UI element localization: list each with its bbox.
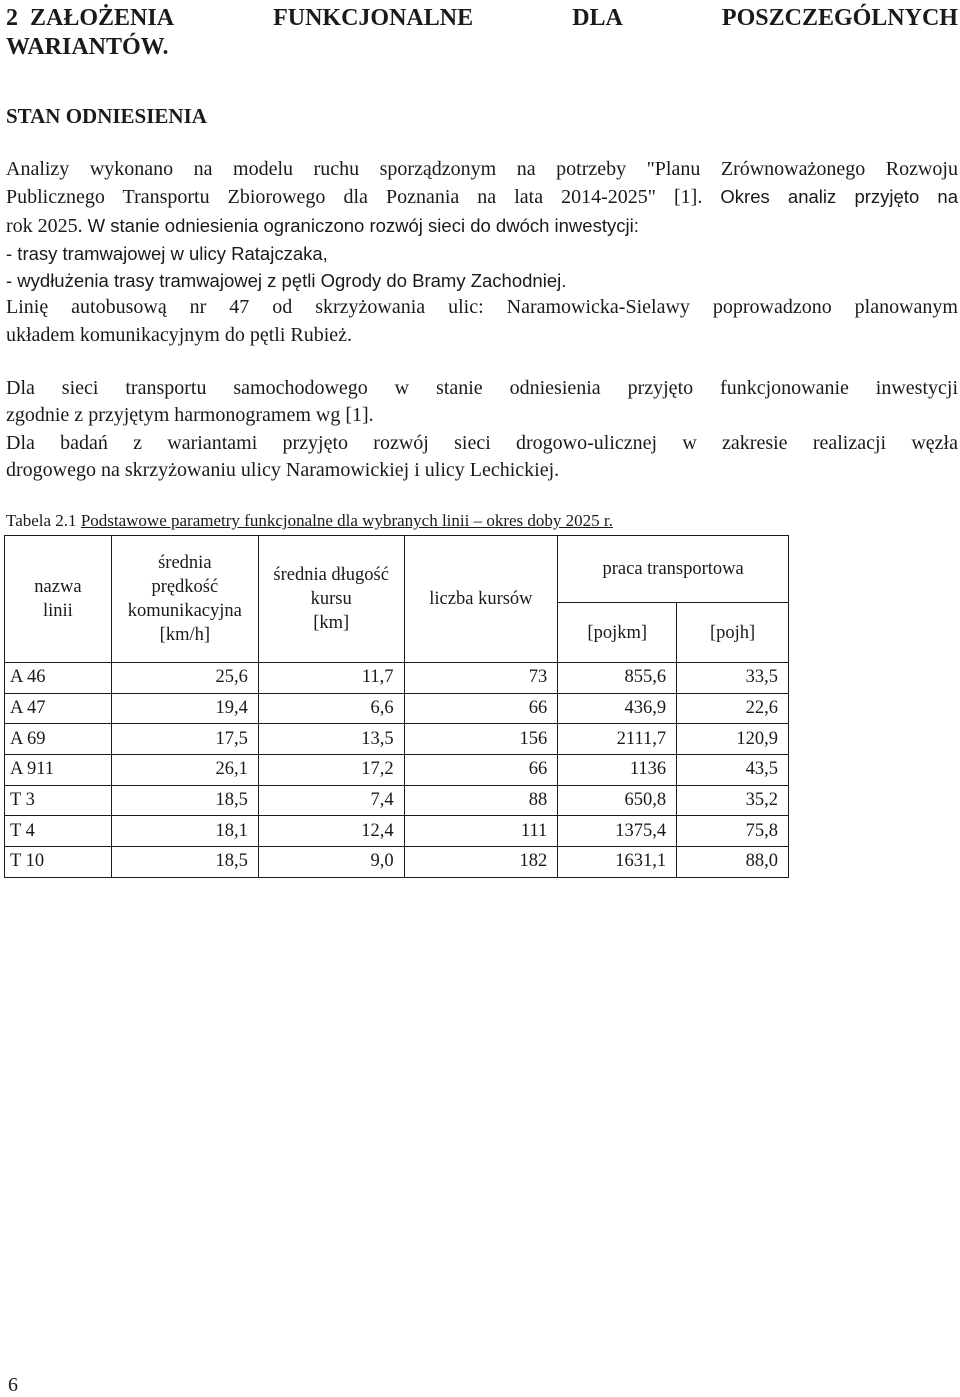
cell-trip-count: 182 [404, 847, 558, 878]
cell-line-name: A 911 [5, 755, 112, 786]
cell-avg-speed: 18,5 [111, 847, 258, 878]
table-body [5, 663, 789, 878]
header-work-vehicle-h: [pojh] [677, 603, 789, 663]
cell-trip-length: 7,4 [258, 785, 404, 816]
text-line: Dla sieci transportu samochodowego w stanie odniesienia przyjęto funkcjonowanie inwestycji [6, 377, 958, 399]
heading-first-word: 2 ZAŁOŻENIA [6, 5, 175, 31]
text-line: Linię autobusową nr 47 od skrzyżowania ulic: Naramowicka-Sielawy poprowadzono planowanym [6, 296, 958, 319]
heading-word: POSZCZEGÓLNYCH [721, 5, 958, 31]
cell-work-vehicle-h: 75,8 [677, 816, 789, 847]
cell-trip-length: 17,2 [258, 755, 404, 786]
line-parameters-table [4, 535, 789, 878]
cell-work-vehicle-km: 1375,4 [558, 816, 677, 847]
table-row [5, 785, 789, 816]
cell-trip-length: 11,7 [258, 663, 404, 694]
heading-word: FUNKCJONALNE [273, 5, 474, 31]
cell-line-name: A 46 [5, 663, 112, 694]
text-line: Analizy wykonano na modelu ruchu sporządzonym na potrzeby "Planu Zrównoważonego Rozwoju [6, 158, 958, 180]
cell-trip-count: 73 [404, 663, 558, 694]
header-line-name: nazwa linii [5, 536, 112, 663]
cell-trip-length: 12,4 [258, 816, 404, 847]
cell-work-vehicle-h: 120,9 [677, 724, 789, 755]
text-line: rok 2025. W stanie odniesienia ograniczono rozwój sieci do dwóch inwestycji: [6, 214, 639, 237]
cell-avg-speed: 18,1 [111, 816, 258, 847]
paragraph-reference-state [6, 156, 958, 349]
text-line: Publicznego Transportu Zbiorowego dla Poznania na lata 2014-2025" [1]. Okres analiz przyjęto na [6, 186, 959, 209]
text-line: drogowego na skrzyżowaniu ulicy Naramowickiej i ulicy Lechickiej. [6, 458, 560, 481]
text-line: - wydłużenia trasy tramwajowej z pętli Ogrody do Bramy Zachodniej. [6, 270, 567, 292]
cell-trip-count: 66 [404, 693, 558, 724]
paragraph-road-network [6, 375, 958, 484]
cell-line-name: T 4 [5, 816, 112, 847]
section-heading [6, 4, 958, 62]
table-caption: Tabela 2.1 Podstawowe parametry funkcjonalne dla wybranych linii – okres doby 2025 r. [6, 511, 613, 530]
cell-work-vehicle-km: 650,8 [558, 785, 677, 816]
cell-avg-speed: 26,1 [111, 755, 258, 786]
page-number: 6 [8, 1374, 18, 1396]
cell-work-vehicle-km: 855,6 [558, 663, 677, 694]
text-line: Dla badań z wariantami przyjęto rozwój sieci drogowo-ulicznej w zakresie realizacji węzła [6, 431, 958, 454]
table-row [5, 663, 789, 694]
cell-trip-count: 111 [404, 816, 558, 847]
text-line: układem komunikacyjnym do pętli Rubież. [6, 323, 353, 346]
cell-trip-length: 9,0 [258, 847, 404, 878]
header-avg-speed: średnia prędkość komunikacyjna [km/h] [111, 536, 258, 663]
table-row [5, 693, 789, 724]
cell-trip-length: 13,5 [258, 724, 404, 755]
cell-trip-count: 66 [404, 755, 558, 786]
cell-line-name: A 69 [5, 724, 112, 755]
header-work-vehicle-km: [pojkm] [558, 603, 677, 663]
cell-avg-speed: 17,5 [111, 724, 258, 755]
cell-work-vehicle-km: 436,9 [558, 693, 677, 724]
cell-work-vehicle-h: 88,0 [677, 847, 789, 878]
cell-work-vehicle-km: 1136 [558, 755, 677, 786]
header-trip-count: liczba kursów [404, 536, 558, 663]
cell-trip-count: 156 [404, 724, 558, 755]
cell-line-name: T 3 [5, 785, 112, 816]
text-line: - trasy tramwajowej w ulicy Ratajczaka, [6, 242, 328, 264]
header-transport-work: praca transportowa [558, 536, 789, 603]
table-row [5, 755, 789, 786]
cell-work-vehicle-km: 2111,7 [558, 724, 677, 755]
header-avg-trip-length: średnia długość kursu [km] [258, 536, 404, 663]
heading-word: DLA [572, 5, 623, 31]
cell-avg-speed: 18,5 [111, 785, 258, 816]
table-row [5, 816, 789, 847]
table-row [5, 847, 789, 878]
heading-line-2: WARIANTÓW. [6, 34, 169, 60]
table-row [5, 724, 789, 755]
cell-avg-speed: 25,6 [111, 663, 258, 694]
cell-work-vehicle-h: 35,2 [677, 785, 789, 816]
cell-work-vehicle-h: 43,5 [677, 755, 789, 786]
cell-line-name: T 10 [5, 847, 112, 878]
cell-line-name: A 47 [5, 693, 112, 724]
subsection-heading: STAN ODNIESIENIA [6, 104, 207, 128]
cell-trip-length: 6,6 [258, 693, 404, 724]
cell-work-vehicle-h: 22,6 [677, 693, 789, 724]
cell-trip-count: 88 [404, 785, 558, 816]
cell-work-vehicle-h: 33,5 [677, 663, 789, 694]
cell-avg-speed: 19,4 [111, 693, 258, 724]
cell-work-vehicle-km: 1631,1 [558, 847, 677, 878]
text-line: zgodnie z przyjętym harmonogramem wg [1]. [6, 404, 374, 427]
